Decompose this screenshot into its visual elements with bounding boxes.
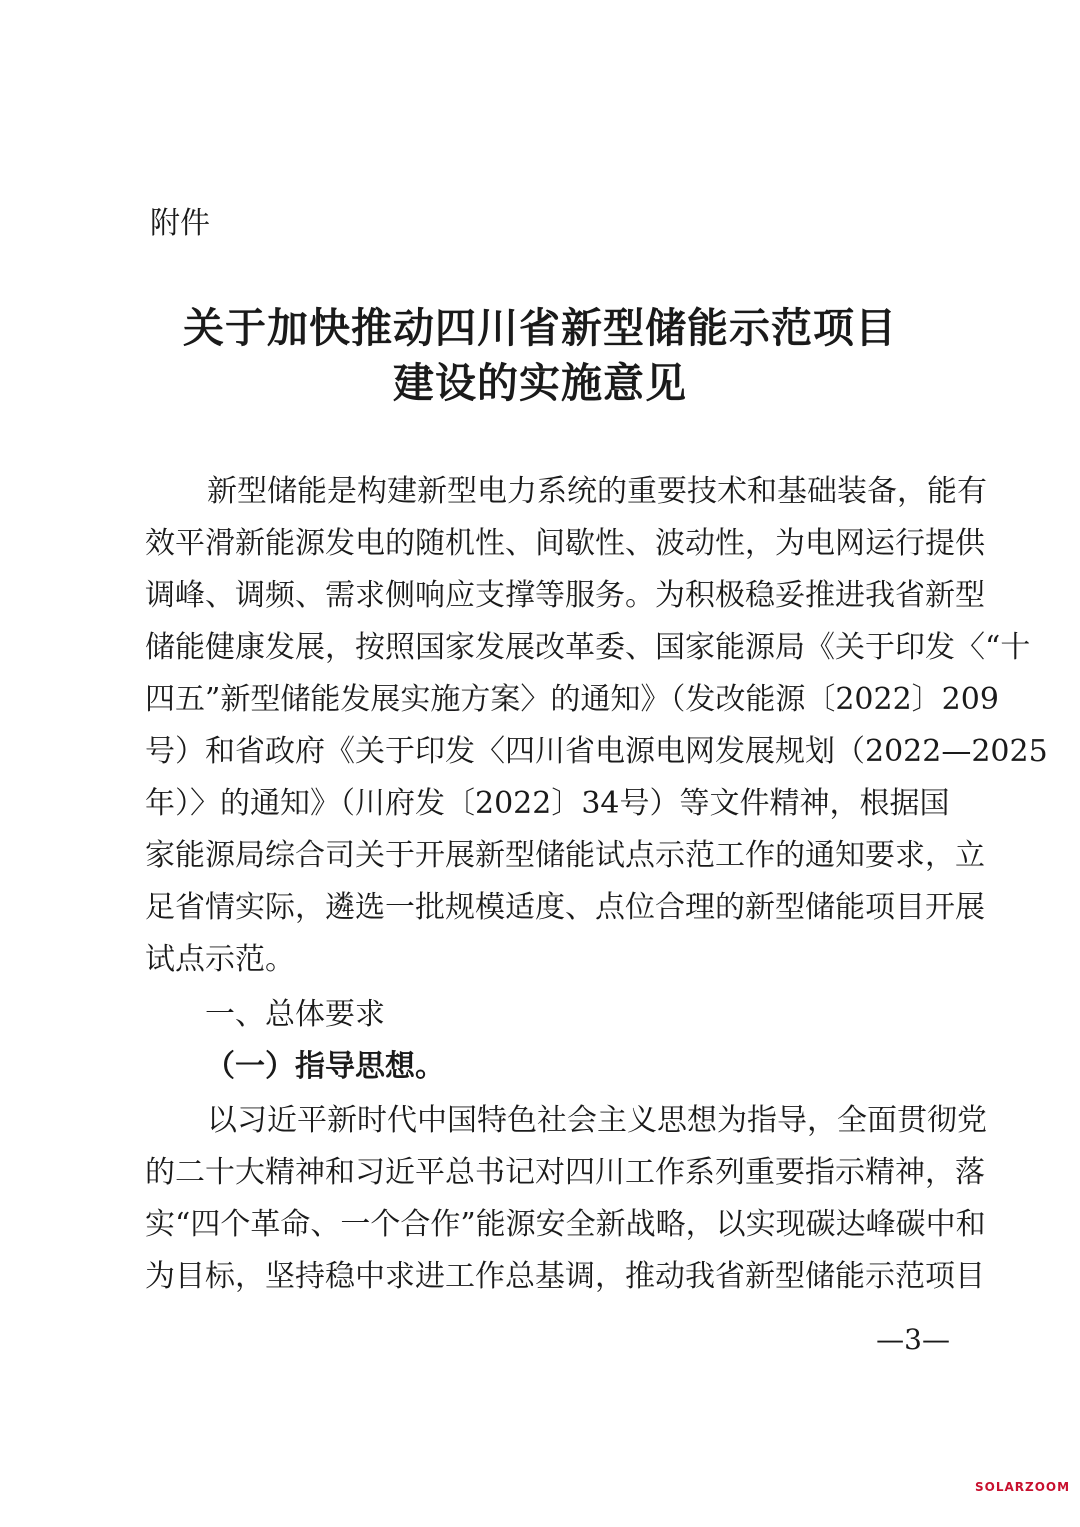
intro-line: 新型储能是构建新型电力系统的重要技术和基础装备，能有 — [207, 474, 987, 509]
intro-line: 储能健康发展，按照国家发展改革委、国家能源局《关于印发〈“十 — [145, 630, 1031, 665]
attachment-label: 附件 — [150, 206, 210, 241]
page-number: —3— — [876, 1323, 950, 1356]
guiding-line: 实“四个革命、一个合作”能源安全新战略，以实现碳达峰碳中和 — [145, 1207, 986, 1242]
intro-line: 试点示范。 — [145, 942, 295, 977]
document-title-line-1: 关于加快推动四川省新型储能示范项目 — [183, 304, 897, 352]
document-title-line-2: 建设的实施意见 — [393, 359, 687, 407]
guiding-line: 为目标，坚持稳中求进工作总基调，推动我省新型储能示范项目 — [145, 1259, 985, 1294]
intro-line: 家能源局综合司关于开展新型储能试点示范工作的通知要求，立 — [145, 838, 985, 873]
intro-line: 效平滑新能源发电的随机性、间歇性、波动性，为电网运行提供 — [145, 526, 985, 561]
intro-line: 年）〉的通知》（川府发〔2022〕34号）等文件精神，根据国 — [145, 786, 950, 821]
guiding-line: 的二十大精神和习近平总书记对四川工作系列重要指示精神，落 — [145, 1155, 985, 1190]
section-heading-overall-requirements: 一、总体要求 — [205, 997, 385, 1032]
watermark-logo: SOLARZOOM — [975, 1480, 1071, 1494]
intro-line: 四五”新型储能发展实施方案〉的通知》（发改能源〔2022〕209 — [145, 682, 999, 717]
intro-line: 足省情实际，遴选一批规模适度、点位合理的新型储能项目开展 — [145, 890, 985, 925]
subsection-heading-guiding-ideology: （一）指导思想。 — [205, 1049, 445, 1084]
intro-line: 号）和省政府《关于印发〈四川省电源电网发展规划（2022—2025 — [145, 734, 1048, 769]
intro-line: 调峰、调频、需求侧响应支撑等服务。为积极稳妥推进我省新型 — [145, 578, 985, 613]
guiding-line: 以习近平新时代中国特色社会主义思想为指导，全面贯彻党 — [207, 1103, 987, 1138]
